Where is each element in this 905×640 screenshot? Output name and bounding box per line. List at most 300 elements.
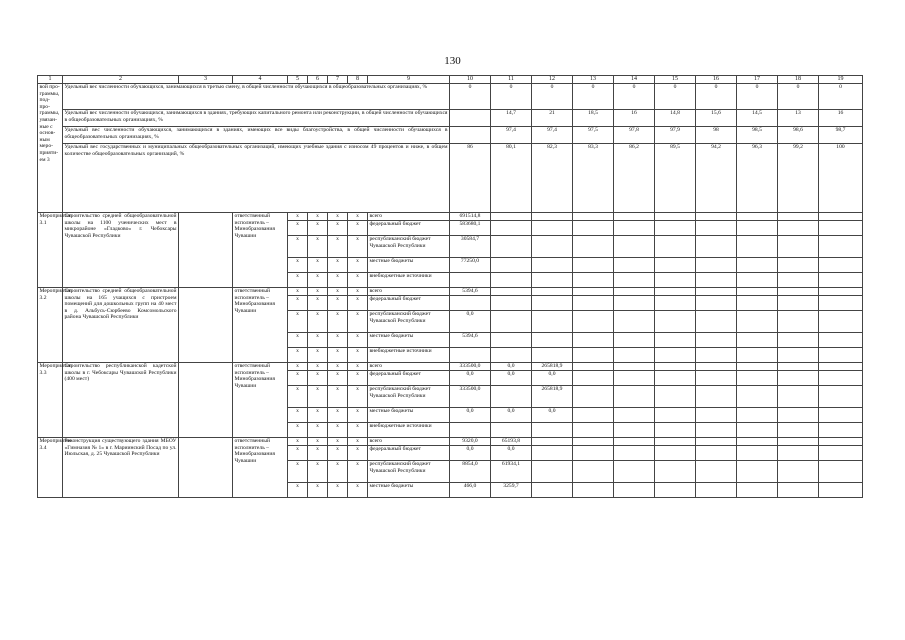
financing-value	[819, 483, 863, 498]
financing-value	[573, 258, 614, 273]
code-mark: x	[288, 221, 308, 236]
indicator-value	[450, 110, 491, 127]
financing-value	[532, 296, 573, 311]
code-mark: x	[288, 386, 308, 408]
code-mark: x	[348, 311, 368, 333]
financing-value	[696, 296, 737, 311]
code-mark: x	[348, 408, 368, 423]
financing-value	[491, 423, 532, 438]
indicator-value: 99,2	[778, 144, 819, 213]
indicator-value: 97,4	[491, 127, 532, 144]
financing-value	[778, 333, 819, 348]
financing-value	[696, 371, 737, 386]
column-number: 1	[38, 76, 63, 84]
financing-value	[737, 311, 778, 333]
financing-value	[819, 438, 863, 446]
financing-value	[532, 348, 573, 363]
financing-value	[696, 438, 737, 446]
financing-value	[614, 423, 655, 438]
financing-value	[819, 221, 863, 236]
code-mark: x	[308, 483, 328, 498]
indicator-row	[38, 110, 863, 127]
financing-value	[573, 446, 614, 461]
financing-source: внебюджетные источники	[368, 423, 450, 438]
activity-row	[38, 363, 863, 371]
financing-value	[819, 213, 863, 221]
financing-value	[778, 438, 819, 446]
indicator-value: 100	[819, 144, 863, 213]
financing-value	[450, 348, 491, 363]
financing-value: 0,0	[491, 371, 532, 386]
financing-value: 333500,0	[450, 363, 491, 371]
financing-value	[696, 363, 737, 371]
indicator-value: 86	[450, 144, 491, 213]
financing-value	[532, 438, 573, 446]
financing-value	[696, 258, 737, 273]
code-mark: x	[308, 363, 328, 371]
financing-value	[737, 258, 778, 273]
financing-source: федеральный бюджет	[368, 446, 450, 461]
financing-source: республиканский бюджет Чувашской Республики	[368, 236, 450, 258]
financing-value	[532, 446, 573, 461]
indicator-value: 0	[450, 84, 491, 110]
financing-value	[737, 408, 778, 423]
code-mark: x	[328, 333, 348, 348]
financing-value	[573, 213, 614, 221]
code-mark: x	[348, 423, 368, 438]
page-number: 130	[444, 55, 461, 67]
indicator-value: 0	[737, 84, 778, 110]
column-number: 9	[368, 76, 450, 84]
indicator-value: 0	[491, 84, 532, 110]
code-mark: x	[308, 296, 328, 311]
code-mark: x	[348, 386, 368, 408]
financing-value	[491, 311, 532, 333]
financing-value	[532, 461, 573, 483]
financing-value	[614, 258, 655, 273]
financing-value	[819, 236, 863, 258]
financing-value: 3259,7	[491, 483, 532, 498]
code-mark: x	[348, 333, 368, 348]
financing-value	[655, 221, 696, 236]
financing-value	[532, 483, 573, 498]
financing-value	[655, 311, 696, 333]
financing-source: внебюджетные источники	[368, 348, 450, 363]
financing-value	[491, 213, 532, 221]
indicator-value: 98,6	[778, 127, 819, 144]
financing-value: 0,0	[450, 311, 491, 333]
code-mark: x	[328, 296, 348, 311]
financing-value	[778, 258, 819, 273]
financing-value: 0,0	[532, 371, 573, 386]
indicator-value: 21	[532, 110, 573, 127]
financing-source: республиканский бюджет Чувашской Республики	[368, 461, 450, 483]
financing-value: 333500,0	[450, 386, 491, 408]
financing-value: 583680,1	[450, 221, 491, 236]
financing-value	[614, 221, 655, 236]
financing-value: 0,0	[450, 371, 491, 386]
activity-label: Мероприятие 3.2	[38, 288, 63, 363]
financing-value: 265818,9	[532, 363, 573, 371]
financing-value	[737, 273, 778, 288]
financing-value	[696, 311, 737, 333]
financing-value	[737, 483, 778, 498]
code-mark: x	[328, 438, 348, 446]
responsible-executor: ответственный исполнитель – Минобразования Чувашии	[233, 213, 288, 288]
indicator-value: 0	[532, 84, 573, 110]
indicator-text: Удельный вес численности обучающихся, занимающихся в третью смену, в общей численности обучающихся в общеобразовательных организациях, %	[63, 84, 450, 110]
financing-value	[737, 371, 778, 386]
financing-value	[573, 221, 614, 236]
code-mark: x	[348, 363, 368, 371]
financing-value	[614, 213, 655, 221]
financing-value	[696, 483, 737, 498]
empty-cell	[179, 213, 233, 288]
column-number: 6	[308, 76, 328, 84]
financing-value	[778, 273, 819, 288]
code-mark: x	[348, 258, 368, 273]
code-mark: x	[308, 348, 328, 363]
indicator-value: 13	[778, 110, 819, 127]
empty-cell	[179, 438, 233, 498]
indicator-text: Удельный вес численности обучающихся, занимающихся в зданиях, требующих капитального ремонта или реконструкции, в общей численности обучающихся в общеобразовательных организациях, %	[63, 110, 450, 127]
column-number: 18	[778, 76, 819, 84]
financing-value	[737, 348, 778, 363]
code-mark: x	[328, 446, 348, 461]
code-mark: x	[328, 408, 348, 423]
financing-value	[655, 258, 696, 273]
financing-value	[696, 446, 737, 461]
financing-value	[491, 258, 532, 273]
financing-value	[696, 461, 737, 483]
code-mark: x	[328, 311, 348, 333]
column-number: 2	[63, 76, 179, 84]
indicator-value: 86,2	[614, 144, 655, 213]
code-mark: x	[348, 446, 368, 461]
indicator-value: 16	[614, 110, 655, 127]
financing-value	[696, 273, 737, 288]
code-mark: x	[348, 273, 368, 288]
financing-value	[737, 333, 778, 348]
indicator-value: 0	[819, 84, 863, 110]
code-mark: x	[288, 363, 308, 371]
indicator-value: 82,3	[532, 144, 573, 213]
code-mark: x	[308, 311, 328, 333]
financing-value	[573, 461, 614, 483]
financing-value	[655, 438, 696, 446]
financing-value	[737, 386, 778, 408]
financing-value	[532, 258, 573, 273]
financing-value	[573, 333, 614, 348]
financing-source: республиканский бюджет Чувашской Республики	[368, 386, 450, 408]
financing-value	[778, 446, 819, 461]
code-mark: x	[348, 296, 368, 311]
indicator-value: 15,6	[696, 110, 737, 127]
financing-value	[819, 408, 863, 423]
indicator-row	[38, 144, 863, 213]
financing-value	[614, 483, 655, 498]
financing-value	[737, 288, 778, 296]
financing-value: 77250,0	[450, 258, 491, 273]
indicator-value: 97,4	[532, 127, 573, 144]
code-mark: x	[328, 236, 348, 258]
financing-value	[778, 386, 819, 408]
financing-value: 61934,1	[491, 461, 532, 483]
financing-value	[737, 423, 778, 438]
code-mark: x	[308, 221, 328, 236]
financing-value	[655, 461, 696, 483]
financing-value	[778, 311, 819, 333]
indicator-value: 0	[696, 84, 737, 110]
financing-value	[696, 333, 737, 348]
code-mark: x	[308, 461, 328, 483]
financing-source: федеральный бюджет	[368, 221, 450, 236]
code-mark: x	[308, 273, 328, 288]
financing-value	[778, 363, 819, 371]
activity-name: Строительство средней общеобразовательной школы на 1100 ученических мест в микрорайоне «Гладково» г. Чебоксары Чувашской Республики	[63, 213, 179, 288]
financing-value	[614, 438, 655, 446]
financing-source: местные бюджеты	[368, 483, 450, 498]
code-mark: x	[328, 461, 348, 483]
column-number: 17	[737, 76, 778, 84]
activity-name: Реконструкция существующего здания МБОУ «Гимназия № 1» в г. Мариинский Посад по ул. Июльская, д. 25 Чувашской Республики	[63, 438, 179, 498]
financing-value	[819, 363, 863, 371]
financing-value	[614, 236, 655, 258]
financing-value	[696, 236, 737, 258]
financing-value	[737, 446, 778, 461]
financing-value	[491, 348, 532, 363]
financing-value	[532, 311, 573, 333]
financing-value: 9320,0	[450, 438, 491, 446]
indicator-value: 97,9	[655, 127, 696, 144]
financing-value	[778, 236, 819, 258]
financing-value	[655, 213, 696, 221]
code-mark: x	[328, 423, 348, 438]
financing-value	[819, 386, 863, 408]
financing-value	[491, 288, 532, 296]
financing-value	[491, 221, 532, 236]
code-mark: x	[348, 236, 368, 258]
financing-value: 0,0	[491, 446, 532, 461]
responsible-executor: ответственный исполнитель – Минобразования Чувашии	[233, 438, 288, 498]
code-mark: x	[288, 213, 308, 221]
financing-source: федеральный бюджет	[368, 296, 450, 311]
financing-value	[696, 288, 737, 296]
activity-name: Строительство республиканской кадетской школы в г. Чебоксары Чувашской Республики (400 мест)	[63, 363, 179, 438]
code-mark: x	[348, 483, 368, 498]
financing-value: 0,0	[450, 446, 491, 461]
code-mark: x	[308, 213, 328, 221]
code-mark: x	[308, 236, 328, 258]
indicator-value: 94,2	[696, 144, 737, 213]
indicator-value: 14,7	[491, 110, 532, 127]
financing-value	[696, 423, 737, 438]
column-number: 12	[532, 76, 573, 84]
financing-value	[614, 446, 655, 461]
financing-value	[819, 311, 863, 333]
financing-value	[573, 423, 614, 438]
financing-value	[819, 446, 863, 461]
code-mark: x	[328, 348, 348, 363]
financing-value	[696, 348, 737, 363]
financing-value: 0,0	[491, 408, 532, 423]
financing-value	[573, 438, 614, 446]
code-mark: x	[308, 386, 328, 408]
financing-value	[655, 288, 696, 296]
empty-cell	[179, 288, 233, 363]
code-mark: x	[328, 371, 348, 386]
financing-value: 65193,8	[491, 438, 532, 446]
financing-value	[573, 348, 614, 363]
financing-value	[819, 258, 863, 273]
column-number: 8	[348, 76, 368, 84]
code-mark: x	[308, 423, 328, 438]
code-mark: x	[308, 258, 328, 273]
column-number: 7	[328, 76, 348, 84]
financing-value	[696, 213, 737, 221]
program-table	[37, 75, 863, 498]
financing-value	[573, 288, 614, 296]
code-mark: x	[308, 288, 328, 296]
financing-value	[737, 363, 778, 371]
financing-value	[614, 333, 655, 348]
code-mark: x	[328, 288, 348, 296]
code-mark: x	[288, 311, 308, 333]
code-mark: x	[288, 296, 308, 311]
financing-value	[737, 236, 778, 258]
column-number: 14	[614, 76, 655, 84]
financing-source: всего	[368, 438, 450, 446]
financing-value	[450, 423, 491, 438]
financing-value	[573, 236, 614, 258]
financing-value: 265818,9	[532, 386, 573, 408]
financing-value	[573, 386, 614, 408]
financing-value	[491, 386, 532, 408]
financing-value	[614, 461, 655, 483]
activity-row	[38, 213, 863, 221]
code-mark: x	[308, 371, 328, 386]
financing-value	[737, 296, 778, 311]
activity-row	[38, 288, 863, 296]
financing-value: 5394,6	[450, 333, 491, 348]
column-number: 3	[179, 76, 233, 84]
financing-source: местные бюджеты	[368, 408, 450, 423]
financing-value	[778, 423, 819, 438]
financing-value	[532, 273, 573, 288]
code-mark: x	[288, 423, 308, 438]
financing-value	[737, 221, 778, 236]
indicator-value: 14,5	[737, 110, 778, 127]
financing-value	[573, 273, 614, 288]
financing-value	[573, 363, 614, 371]
indicator-value: 0	[778, 84, 819, 110]
financing-source: всего	[368, 213, 450, 221]
financing-value	[614, 273, 655, 288]
code-mark: x	[288, 236, 308, 258]
code-mark: x	[288, 288, 308, 296]
financing-value	[778, 221, 819, 236]
financing-source: федеральный бюджет	[368, 371, 450, 386]
financing-value	[614, 386, 655, 408]
financing-value	[573, 311, 614, 333]
code-mark: x	[348, 288, 368, 296]
financing-value	[491, 236, 532, 258]
financing-value	[819, 273, 863, 288]
indicator-value: 83,3	[573, 144, 614, 213]
responsible-executor: ответственный исполнитель – Минобразования Чувашии	[233, 363, 288, 438]
financing-source: внебюджетные источники	[368, 273, 450, 288]
financing-value	[655, 386, 696, 408]
financing-value	[573, 371, 614, 386]
financing-value	[655, 446, 696, 461]
financing-value	[737, 461, 778, 483]
financing-value: 691514,8	[450, 213, 491, 221]
code-mark: x	[288, 333, 308, 348]
indicator-text: Удельный вес численности обучающихся, занимающихся в зданиях, имеющих все виды благоустройства, в общей численности обучающихся в общеобразовательных организациях, %	[63, 127, 450, 144]
indicator-value: 80,1	[491, 144, 532, 213]
financing-value	[532, 221, 573, 236]
indicator-group-label: вой про- граммы, под- про- граммы, увязан- ные с основ- ным меро- прияти- ем 3	[38, 84, 63, 213]
financing-value: 0,0	[532, 408, 573, 423]
financing-value	[778, 288, 819, 296]
header-row	[38, 76, 863, 84]
indicator-value: 14,8	[655, 110, 696, 127]
financing-value	[778, 296, 819, 311]
financing-value	[655, 236, 696, 258]
financing-value	[532, 423, 573, 438]
financing-value	[819, 461, 863, 483]
indicator-value: 97,5	[573, 127, 614, 144]
code-mark: x	[288, 273, 308, 288]
financing-value	[778, 348, 819, 363]
financing-value	[573, 483, 614, 498]
financing-value	[532, 333, 573, 348]
financing-value	[696, 221, 737, 236]
financing-value	[655, 423, 696, 438]
code-mark: x	[288, 408, 308, 423]
code-mark: x	[348, 461, 368, 483]
financing-value	[614, 408, 655, 423]
financing-value	[573, 296, 614, 311]
financing-value	[573, 408, 614, 423]
financing-value	[819, 333, 863, 348]
column-number: 15	[655, 76, 696, 84]
code-mark: x	[288, 461, 308, 483]
column-number: 19	[819, 76, 863, 84]
financing-value	[450, 273, 491, 288]
financing-value: 30584,7	[450, 236, 491, 258]
indicator-row	[38, 84, 863, 110]
financing-value	[819, 348, 863, 363]
indicator-row	[38, 127, 863, 144]
financing-value	[614, 311, 655, 333]
financing-value	[655, 408, 696, 423]
financing-value: 466,0	[450, 483, 491, 498]
financing-value	[819, 371, 863, 386]
column-number: 16	[696, 76, 737, 84]
financing-value	[614, 363, 655, 371]
financing-value	[696, 386, 737, 408]
code-mark: x	[328, 221, 348, 236]
financing-source: республиканский бюджет Чувашской Республики	[368, 311, 450, 333]
indicator-value: 0	[614, 84, 655, 110]
code-mark: x	[308, 446, 328, 461]
financing-value	[819, 296, 863, 311]
financing-value	[532, 236, 573, 258]
financing-value	[778, 483, 819, 498]
code-mark: x	[288, 371, 308, 386]
financing-value	[819, 288, 863, 296]
